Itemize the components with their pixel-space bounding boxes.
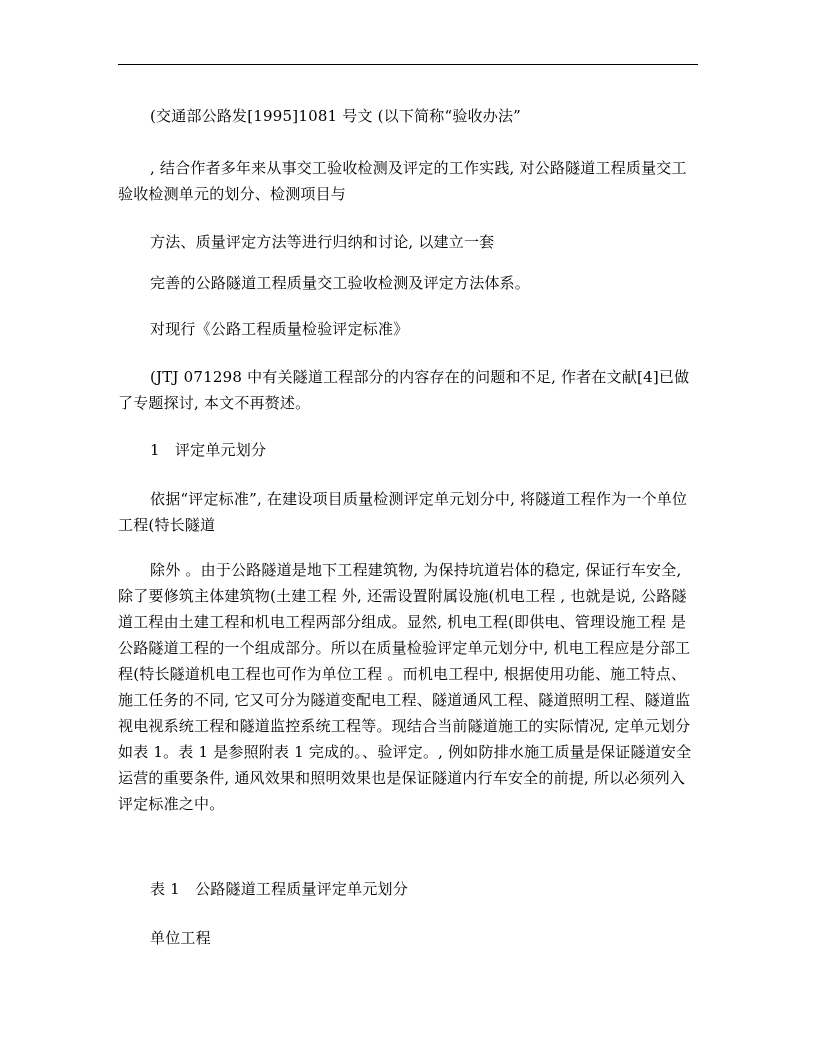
paragraph-8: 除外 。由于公路隧道是地下工程建筑物, 为保持坑道岩体的稳定, 保证行车安全, 除了要修筑主体建筑物(土建工程 外, 还需设置附属设施(机电工程 , 也就是说, 公路隧道工程由土建工程和机电工程两部分组成。显然, 机电工程(即供电、管理设施工程 是公路隧道工程的一个组成部分。所以在质量检验评定单元划分中, 机电工程应是分部工程(特长隧道机电工程也可作为单位工程 。而机电工程中, 根据使用功能、施工特点、施工任务的不同, 它又可分为隧道变配电工程、隧道通风工程、隧道照明工程、隧道监视电视系统工程和隧道监控系统工程等。现结合当前隧道施工的实际情况, 定单元划分如表 1。表 1 是参照附表 1 完成的。、验评定。, 例如防排水施工质量是保证隧道安全运营的重要条件, 通风效果和照明效果也是保证隧道内行车安全的前提, 所以必须列入评定标准之中。 xyxy=(118,561,692,813)
paragraph-4: 完善的公路隧道工程质量交工验收检测及评定方法体系。 xyxy=(150,274,531,292)
paragraph-3: 方法、质量评定方法等进行归纳和讨论, 以建立一套 xyxy=(150,233,495,251)
paragraph-2: , 结合作者多年来从事交工验收检测及评定的工作实践, 对公路隧道工程质量交工验收检测单元的划分、检测项目与 xyxy=(118,159,687,203)
table-header-unit-project: 单位工程 xyxy=(150,929,211,947)
table-caption: 表 1 公路隧道工程质量评定单元划分 xyxy=(150,880,408,898)
paragraph-5: 对现行《公路工程质量检验评定标准》 xyxy=(150,320,409,338)
paragraph-1: (交通部公路发[1995]1081 号文 (以下简称“验收办法” xyxy=(150,107,522,125)
section-heading-1: 1 评定单元划分 xyxy=(150,441,267,459)
paragraph-6: (JTJ 071298 中有关隧道工程部分的内容存在的问题和不足, 作者在文献[4]已做了专题探讨, 本文不再赘述。 xyxy=(118,368,690,412)
paragraph-7: 依据“评定标准”, 在建设项目质量检测评定单元划分中, 将隧道工程作为一个单位工程(特长隧道 xyxy=(118,490,688,534)
header-rule xyxy=(118,64,698,65)
